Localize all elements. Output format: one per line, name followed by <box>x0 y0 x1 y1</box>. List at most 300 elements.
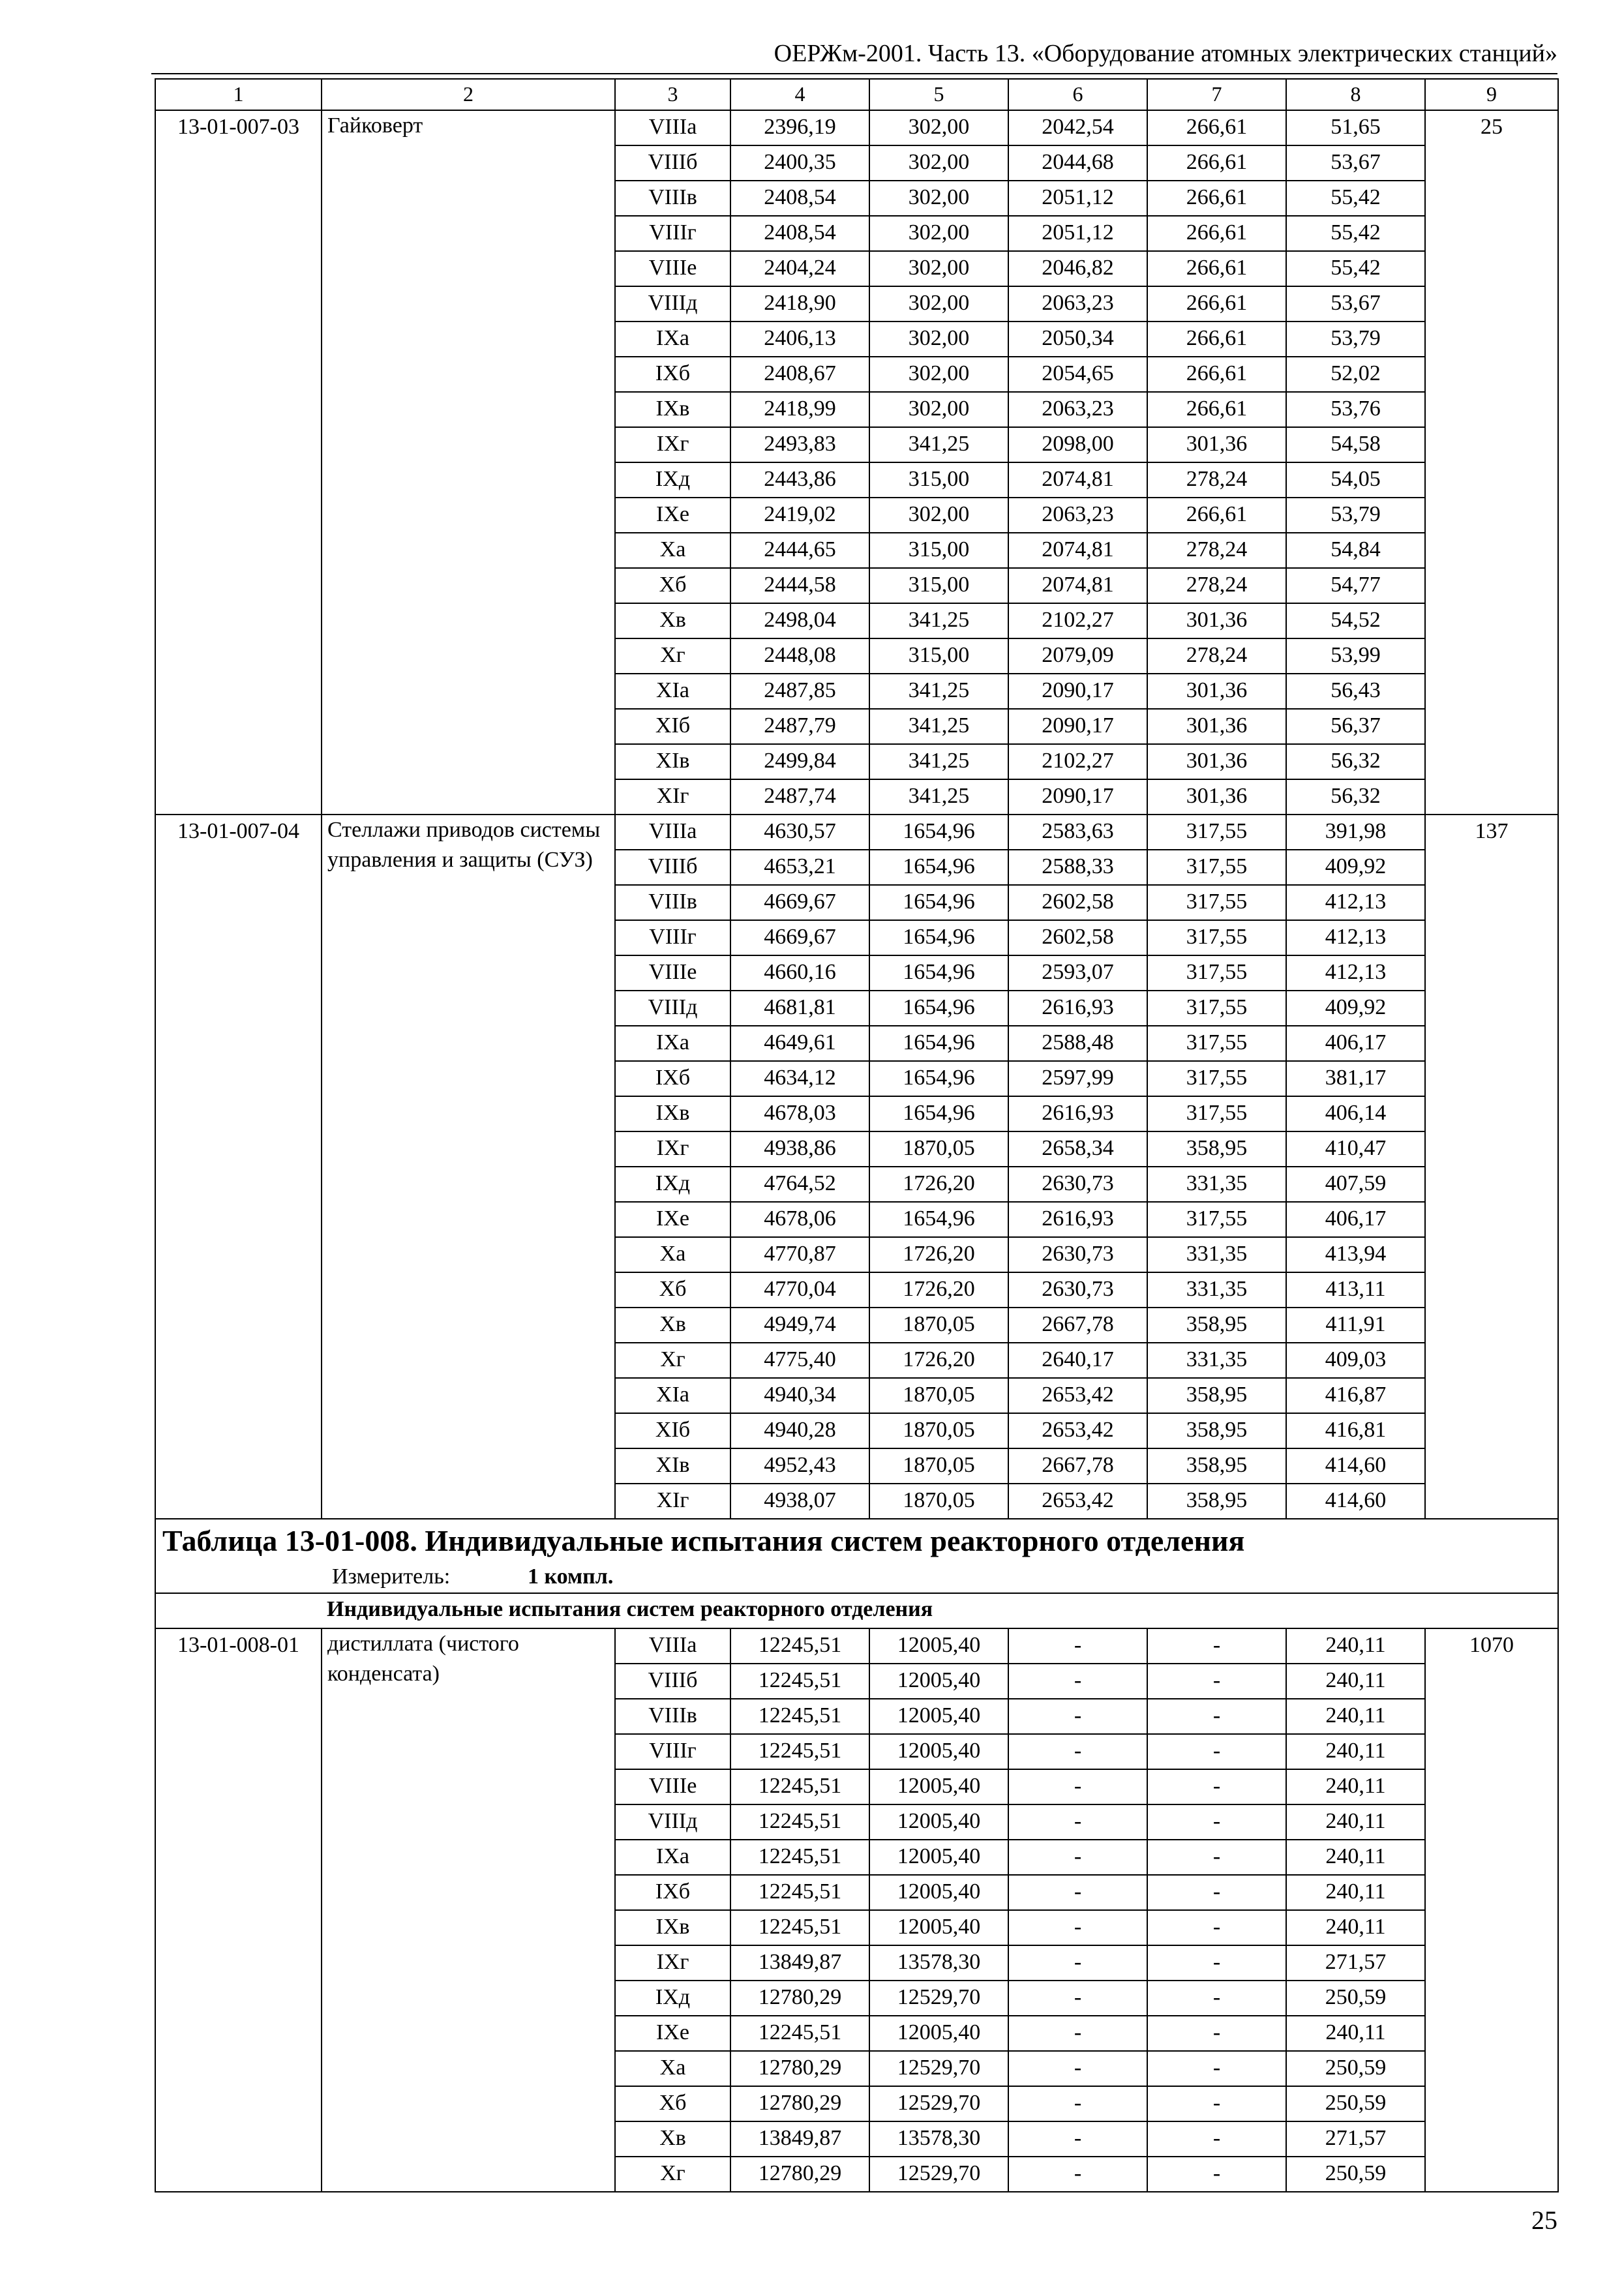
value-cell: 52,02 <box>1286 357 1425 392</box>
value-cell: 53,79 <box>1286 498 1425 533</box>
value-cell: 412,13 <box>1286 920 1425 955</box>
value-cell: 358,95 <box>1147 1448 1286 1484</box>
value-cell: - <box>1008 2051 1147 2086</box>
zone-cell: IXа <box>615 322 730 357</box>
value-cell: 54,05 <box>1286 462 1425 498</box>
value-cell: 266,61 <box>1147 110 1286 145</box>
value-cell: 12005,40 <box>869 1734 1008 1769</box>
value-cell: 341,25 <box>869 603 1008 638</box>
zone-cell: IXб <box>615 1875 730 1910</box>
value-cell: 240,11 <box>1286 2016 1425 2051</box>
value-cell: 2597,99 <box>1008 1061 1147 1096</box>
value-cell: 4770,87 <box>730 1237 869 1272</box>
value-cell: 2074,81 <box>1008 462 1147 498</box>
zone-cell: Xв <box>615 603 730 638</box>
value-cell: 2418,90 <box>730 286 869 322</box>
zone-cell: VIIIб <box>615 145 730 181</box>
value-cell: 317,55 <box>1147 1061 1286 1096</box>
value-cell: 302,00 <box>869 251 1008 286</box>
value-cell: 301,36 <box>1147 603 1286 638</box>
value-cell: 2630,73 <box>1008 1237 1147 1272</box>
value-cell: 302,00 <box>869 286 1008 322</box>
value-cell: 317,55 <box>1147 920 1286 955</box>
value-cell: 250,59 <box>1286 2157 1425 2192</box>
value-cell: 4681,81 <box>730 991 869 1026</box>
zone-cell: Xг <box>615 1343 730 1378</box>
zone-cell: Xа <box>615 533 730 568</box>
value-cell: - <box>1147 1628 1286 1664</box>
value-cell: 1870,05 <box>869 1378 1008 1413</box>
value-cell: 240,11 <box>1286 1910 1425 1945</box>
value-cell: 250,59 <box>1286 1981 1425 2016</box>
rate-name: Стеллажи приводов системы управления и защиты (СУЗ) <box>322 815 615 1519</box>
value-cell: - <box>1008 1945 1147 1981</box>
value-cell: 4770,04 <box>730 1272 869 1308</box>
value-cell: - <box>1147 1945 1286 1981</box>
column-9-value: 137 <box>1425 815 1558 1519</box>
value-cell: 302,00 <box>869 216 1008 251</box>
value-cell: - <box>1008 1875 1147 1910</box>
zone-cell: IXе <box>615 498 730 533</box>
zone-cell: VIIIб <box>615 850 730 885</box>
value-cell: 331,35 <box>1147 1237 1286 1272</box>
value-cell: 55,42 <box>1286 251 1425 286</box>
value-cell: 12005,40 <box>869 1840 1008 1875</box>
zone-cell: VIIIб <box>615 1664 730 1699</box>
column-number: 8 <box>1286 79 1425 110</box>
zone-cell: XIг <box>615 1484 730 1519</box>
value-cell: 278,24 <box>1147 462 1286 498</box>
value-cell: 53,67 <box>1286 286 1425 322</box>
column-number-row <box>155 79 1558 110</box>
value-cell: 317,55 <box>1147 1202 1286 1237</box>
subtitle-row <box>155 1593 1558 1628</box>
zone-cell: VIIIг <box>615 216 730 251</box>
value-cell: - <box>1147 2086 1286 2121</box>
rate-name: дистиллата (чистого конденсата) <box>322 1628 615 2192</box>
value-cell: 12005,40 <box>869 1628 1008 1664</box>
value-cell: 2616,93 <box>1008 1202 1147 1237</box>
value-cell: 1654,96 <box>869 1096 1008 1131</box>
value-cell: 1870,05 <box>869 1308 1008 1343</box>
value-cell: 416,81 <box>1286 1413 1425 1448</box>
value-cell: 406,17 <box>1286 1026 1425 1061</box>
value-cell: 2090,17 <box>1008 709 1147 744</box>
value-cell: 54,52 <box>1286 603 1425 638</box>
zone-cell: Xб <box>615 2086 730 2121</box>
value-cell: 358,95 <box>1147 1378 1286 1413</box>
value-cell: 1654,96 <box>869 1026 1008 1061</box>
value-cell: 1870,05 <box>869 1413 1008 1448</box>
value-cell: - <box>1147 1981 1286 2016</box>
value-cell: 2443,86 <box>730 462 869 498</box>
value-cell: 302,00 <box>869 322 1008 357</box>
value-cell: 2090,17 <box>1008 674 1147 709</box>
value-cell: 266,61 <box>1147 181 1286 216</box>
value-cell: 341,25 <box>869 427 1008 462</box>
value-cell: 13578,30 <box>869 1945 1008 1981</box>
value-cell: 2090,17 <box>1008 779 1147 815</box>
value-cell: 2498,04 <box>730 603 869 638</box>
value-cell: 12245,51 <box>730 2016 869 2051</box>
zone-cell: IXг <box>615 1945 730 1981</box>
value-cell: 2408,54 <box>730 216 869 251</box>
value-cell: 381,17 <box>1286 1061 1425 1096</box>
zone-cell: Xб <box>615 1272 730 1308</box>
column-number: 5 <box>869 79 1008 110</box>
value-cell: 271,57 <box>1286 2121 1425 2157</box>
value-cell: 302,00 <box>869 392 1008 427</box>
zone-cell: VIIIг <box>615 920 730 955</box>
value-cell: 407,59 <box>1286 1167 1425 1202</box>
value-cell: 317,55 <box>1147 815 1286 850</box>
column-number: 2 <box>322 79 615 110</box>
value-cell: 12245,51 <box>730 1910 869 1945</box>
column-number: 6 <box>1008 79 1147 110</box>
table-row <box>155 110 1558 145</box>
value-cell: 4940,34 <box>730 1378 869 1413</box>
zone-cell: VIIIе <box>615 251 730 286</box>
value-cell: 301,36 <box>1147 744 1286 779</box>
value-cell: 51,65 <box>1286 110 1425 145</box>
meter-label: Измеритель: <box>332 1564 451 1589</box>
value-cell: 13849,87 <box>730 2121 869 2157</box>
value-cell: - <box>1008 2016 1147 2051</box>
value-cell: 2400,35 <box>730 145 869 181</box>
value-cell: - <box>1008 1840 1147 1875</box>
value-cell: - <box>1147 1664 1286 1699</box>
value-cell: 240,11 <box>1286 1875 1425 1910</box>
value-cell: 53,79 <box>1286 322 1425 357</box>
value-cell: 2667,78 <box>1008 1448 1147 1484</box>
meter-cell <box>155 1563 1558 1593</box>
value-cell: 341,25 <box>869 709 1008 744</box>
zone-cell: IXб <box>615 357 730 392</box>
value-cell: - <box>1008 2086 1147 2121</box>
value-cell: 53,99 <box>1286 638 1425 674</box>
zone-cell: VIIIв <box>615 885 730 920</box>
value-cell: 240,11 <box>1286 1699 1425 1734</box>
value-cell: 317,55 <box>1147 885 1286 920</box>
value-cell: 4938,07 <box>730 1484 869 1519</box>
zone-cell: XIб <box>615 709 730 744</box>
value-cell: 2444,58 <box>730 568 869 603</box>
value-cell: 317,55 <box>1147 850 1286 885</box>
value-cell: 13578,30 <box>869 2121 1008 2157</box>
value-cell: - <box>1147 2016 1286 2051</box>
zone-cell: Xг <box>615 2157 730 2192</box>
value-cell: 2602,58 <box>1008 885 1147 920</box>
value-cell: 250,59 <box>1286 2086 1425 2121</box>
value-cell: 2499,84 <box>730 744 869 779</box>
value-cell: 266,61 <box>1147 216 1286 251</box>
value-cell: 54,77 <box>1286 568 1425 603</box>
value-cell: 331,35 <box>1147 1272 1286 1308</box>
zone-cell: IXд <box>615 1981 730 2016</box>
value-cell: 409,92 <box>1286 850 1425 885</box>
value-cell: 2630,73 <box>1008 1167 1147 1202</box>
value-cell: 301,36 <box>1147 427 1286 462</box>
table-body-section-b <box>155 1628 1558 2192</box>
table-title: Таблица 13-01-008. Индивидуальные испытания систем реакторного отделения <box>155 1519 1558 1563</box>
value-cell: 4678,03 <box>730 1096 869 1131</box>
value-cell: - <box>1008 1981 1147 2016</box>
value-cell: 266,61 <box>1147 251 1286 286</box>
value-cell: 358,95 <box>1147 1308 1286 1343</box>
value-cell: - <box>1147 1875 1286 1910</box>
value-cell: 12529,70 <box>869 2086 1008 2121</box>
value-cell: 266,61 <box>1147 498 1286 533</box>
page-number: 25 <box>1531 2206 1557 2235</box>
value-cell: 2044,68 <box>1008 145 1147 181</box>
value-cell: 1654,96 <box>869 1061 1008 1096</box>
value-cell: 4669,67 <box>730 885 869 920</box>
zone-cell: IXг <box>615 427 730 462</box>
value-cell: 2602,58 <box>1008 920 1147 955</box>
value-cell: 2487,79 <box>730 709 869 744</box>
value-cell: 4952,43 <box>730 1448 869 1484</box>
value-cell: 266,61 <box>1147 322 1286 357</box>
value-cell: 2667,78 <box>1008 1308 1147 1343</box>
value-cell: 1654,96 <box>869 815 1008 850</box>
value-cell: 4630,57 <box>730 815 869 850</box>
value-cell: - <box>1147 1910 1286 1945</box>
table-title-block <box>155 1519 1558 1628</box>
value-cell: 1654,96 <box>869 920 1008 955</box>
zone-cell: IXв <box>615 1096 730 1131</box>
value-cell: 12245,51 <box>730 1804 869 1840</box>
zone-cell: XIг <box>615 779 730 815</box>
value-cell: 2583,63 <box>1008 815 1147 850</box>
value-cell: 56,32 <box>1286 744 1425 779</box>
value-cell: 4764,52 <box>730 1167 869 1202</box>
value-cell: 1654,96 <box>869 955 1008 991</box>
value-cell: - <box>1147 2157 1286 2192</box>
value-cell: 409,03 <box>1286 1343 1425 1378</box>
value-cell: - <box>1147 1734 1286 1769</box>
zone-cell: IXа <box>615 1026 730 1061</box>
value-cell: - <box>1008 2157 1147 2192</box>
value-cell: 53,76 <box>1286 392 1425 427</box>
value-cell: 315,00 <box>869 533 1008 568</box>
zone-cell: XIв <box>615 1448 730 1484</box>
value-cell: 12005,40 <box>869 1910 1008 1945</box>
zone-cell: XIа <box>615 1378 730 1413</box>
value-cell: 358,95 <box>1147 1131 1286 1167</box>
value-cell: - <box>1147 1769 1286 1804</box>
zone-cell: IXг <box>615 1131 730 1167</box>
value-cell: 2493,83 <box>730 427 869 462</box>
zone-cell: Xв <box>615 1308 730 1343</box>
value-cell: 2046,82 <box>1008 251 1147 286</box>
value-cell: - <box>1008 2121 1147 2157</box>
value-cell: 1870,05 <box>869 1484 1008 1519</box>
value-cell: 2074,81 <box>1008 533 1147 568</box>
value-cell: 2051,12 <box>1008 216 1147 251</box>
value-cell: 12005,40 <box>869 2016 1008 2051</box>
value-cell: 2593,07 <box>1008 955 1147 991</box>
value-cell: 302,00 <box>869 181 1008 216</box>
value-cell: 12529,70 <box>869 2157 1008 2192</box>
value-cell: 2408,67 <box>730 357 869 392</box>
column-number: 3 <box>615 79 730 110</box>
value-cell: 411,91 <box>1286 1308 1425 1343</box>
value-cell: 2653,42 <box>1008 1413 1147 1448</box>
zone-cell: IXв <box>615 1910 730 1945</box>
value-cell: - <box>1147 1840 1286 1875</box>
value-cell: 2098,00 <box>1008 427 1147 462</box>
value-cell: 412,13 <box>1286 885 1425 920</box>
value-cell: 1726,20 <box>869 1167 1008 1202</box>
value-cell: 54,84 <box>1286 533 1425 568</box>
header-rule <box>151 73 1557 74</box>
zone-cell: VIIIв <box>615 181 730 216</box>
value-cell: 12005,40 <box>869 1769 1008 1804</box>
rate-code: 13-01-007-03 <box>155 110 322 815</box>
value-cell: - <box>1147 1699 1286 1734</box>
value-cell: 2616,93 <box>1008 1096 1147 1131</box>
value-cell: 410,47 <box>1286 1131 1425 1167</box>
value-cell: 13849,87 <box>730 1945 869 1981</box>
rate-code: 13-01-007-04 <box>155 815 322 1519</box>
value-cell: 2444,65 <box>730 533 869 568</box>
value-cell: 2653,42 <box>1008 1378 1147 1413</box>
rate-code: 13-01-008-01 <box>155 1628 322 2192</box>
column-number: 1 <box>155 79 322 110</box>
value-cell: 12245,51 <box>730 1840 869 1875</box>
value-cell: 12780,29 <box>730 2051 869 2086</box>
value-cell: 2396,19 <box>730 110 869 145</box>
value-cell: 412,13 <box>1286 955 1425 991</box>
value-cell: - <box>1147 2121 1286 2157</box>
subtitle-spacer <box>155 1593 322 1628</box>
value-cell: 12780,29 <box>730 2157 869 2192</box>
zone-cell: IXе <box>615 2016 730 2051</box>
value-cell: 271,57 <box>1286 1945 1425 1981</box>
value-cell: 2404,24 <box>730 251 869 286</box>
value-cell: 12245,51 <box>730 1628 869 1664</box>
value-cell: 341,25 <box>869 674 1008 709</box>
value-cell: 317,55 <box>1147 1096 1286 1131</box>
zone-cell: VIIIа <box>615 1628 730 1664</box>
value-cell: 2487,85 <box>730 674 869 709</box>
value-cell: 12005,40 <box>869 1664 1008 1699</box>
zone-cell: Xг <box>615 638 730 674</box>
value-cell: 2630,73 <box>1008 1272 1147 1308</box>
zone-cell: XIб <box>615 1413 730 1448</box>
value-cell: 55,42 <box>1286 216 1425 251</box>
value-cell: 12005,40 <box>869 1699 1008 1734</box>
meter-value: 1 компл. <box>528 1564 614 1589</box>
value-cell: 12245,51 <box>730 1699 869 1734</box>
value-cell: 302,00 <box>869 110 1008 145</box>
zone-cell: VIIIв <box>615 1699 730 1734</box>
value-cell: 358,95 <box>1147 1413 1286 1448</box>
value-cell: 2588,48 <box>1008 1026 1147 1061</box>
value-cell: 416,87 <box>1286 1378 1425 1413</box>
zone-cell: VIIIг <box>615 1734 730 1769</box>
value-cell: 2063,23 <box>1008 286 1147 322</box>
value-cell: 278,24 <box>1147 568 1286 603</box>
zone-cell: IXе <box>615 1202 730 1237</box>
value-cell: 4940,28 <box>730 1413 869 1448</box>
zone-cell: XIа <box>615 674 730 709</box>
zone-cell: IXв <box>615 392 730 427</box>
value-cell: 2079,09 <box>1008 638 1147 674</box>
value-cell: 2616,93 <box>1008 991 1147 1026</box>
value-cell: 406,17 <box>1286 1202 1425 1237</box>
zone-cell: VIIIд <box>615 991 730 1026</box>
value-cell: 2448,08 <box>730 638 869 674</box>
value-cell: 4678,06 <box>730 1202 869 1237</box>
zone-cell: IXд <box>615 462 730 498</box>
value-cell: 12780,29 <box>730 2086 869 2121</box>
value-cell: - <box>1008 1628 1147 1664</box>
value-cell: 317,55 <box>1147 955 1286 991</box>
value-cell: 406,14 <box>1286 1096 1425 1131</box>
value-cell: 240,11 <box>1286 1804 1425 1840</box>
zone-cell: Xв <box>615 2121 730 2157</box>
value-cell: 302,00 <box>869 498 1008 533</box>
table-row <box>155 1628 1558 1664</box>
value-cell: 2419,02 <box>730 498 869 533</box>
value-cell: 53,67 <box>1286 145 1425 181</box>
zone-cell: IXб <box>615 1061 730 1096</box>
value-cell: 4669,67 <box>730 920 869 955</box>
value-cell: - <box>1008 1699 1147 1734</box>
column-9-value: 1070 <box>1425 1628 1558 2192</box>
value-cell: 12529,70 <box>869 1981 1008 2016</box>
value-cell: 414,60 <box>1286 1484 1425 1519</box>
zone-cell: VIIIе <box>615 955 730 991</box>
value-cell: 12245,51 <box>730 1769 869 1804</box>
column-number: 7 <box>1147 79 1286 110</box>
value-cell: 1654,96 <box>869 885 1008 920</box>
value-cell: 56,37 <box>1286 709 1425 744</box>
value-cell: 315,00 <box>869 568 1008 603</box>
value-cell: 391,98 <box>1286 815 1425 850</box>
value-cell: 1726,20 <box>869 1237 1008 1272</box>
value-cell: - <box>1008 1910 1147 1945</box>
column-9-value: 25 <box>1425 110 1558 815</box>
zone-cell: Xа <box>615 1237 730 1272</box>
zone-cell: IXа <box>615 1840 730 1875</box>
table-body-section-a <box>155 79 1558 1519</box>
value-cell: 301,36 <box>1147 709 1286 744</box>
zone-cell: VIIIа <box>615 815 730 850</box>
value-cell: 4653,21 <box>730 850 869 885</box>
value-cell: 1654,96 <box>869 1202 1008 1237</box>
value-cell: 413,11 <box>1286 1272 1425 1308</box>
value-cell: 4649,61 <box>730 1026 869 1061</box>
column-number: 4 <box>730 79 869 110</box>
value-cell: 4938,86 <box>730 1131 869 1167</box>
zone-cell: XIв <box>615 744 730 779</box>
value-cell: 317,55 <box>1147 1026 1286 1061</box>
value-cell: 1654,96 <box>869 991 1008 1026</box>
value-cell: 266,61 <box>1147 145 1286 181</box>
value-cell: 12780,29 <box>730 1981 869 2016</box>
value-cell: - <box>1008 1664 1147 1699</box>
value-cell: 54,58 <box>1286 427 1425 462</box>
value-cell: - <box>1008 1769 1147 1804</box>
value-cell: 2487,74 <box>730 779 869 815</box>
value-cell: 2074,81 <box>1008 568 1147 603</box>
value-cell: 4634,12 <box>730 1061 869 1096</box>
value-cell: 2658,34 <box>1008 1131 1147 1167</box>
value-cell: 12245,51 <box>730 1875 869 1910</box>
value-cell: 2653,42 <box>1008 1484 1147 1519</box>
